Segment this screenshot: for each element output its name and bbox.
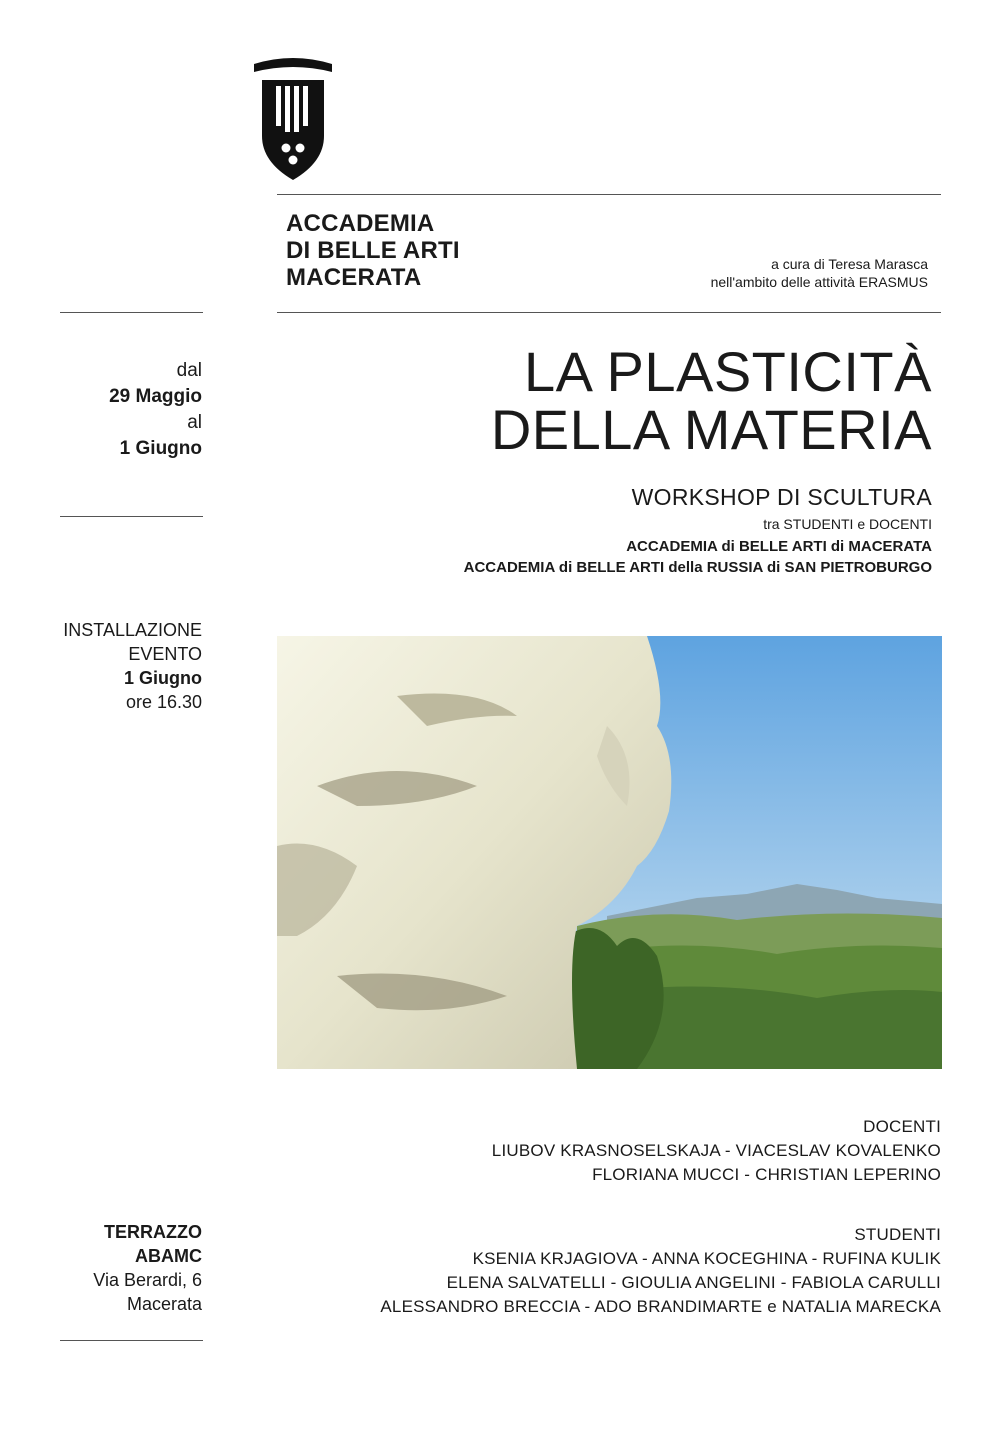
institution-macerata: ACCADEMIA di BELLE ARTI di MACERATA: [626, 538, 932, 555]
title-line-1: LA PLASTICITÀ: [524, 340, 932, 403]
left-rule-2: [60, 516, 203, 517]
curator-line: a cura di Teresa Marasca: [771, 256, 928, 272]
venue-address: Via Berardi, 6: [93, 1270, 202, 1290]
participants-note: tra STUDENTI e DOCENTI: [763, 516, 932, 532]
students-line: ELENA SALVATELLI - GIOULIA ANGELINI - FABIOLA CARULLI: [446, 1273, 941, 1292]
from-label: dal: [176, 360, 202, 381]
academy-name-line: DI BELLE ARTI: [286, 237, 460, 264]
erasmus-line: nell'ambito delle attività ERASMUS: [710, 274, 928, 290]
students-line: ALESSANDRO BRECCIA - ADO BRANDIMARTE e NATALIA MARECKA: [380, 1297, 941, 1316]
installation-label: INSTALLAZIONE: [63, 620, 202, 640]
teachers-line: LIUBOV KRASNOSELSKAJA - VIACESLAV KOVALENKO: [491, 1141, 941, 1160]
academy-logo: [252, 58, 334, 182]
students-line: KSENIA KRJAGIOVA - ANNA KOCEGHINA - RUFINA KULIK: [472, 1249, 941, 1268]
event-dates: [109, 358, 202, 462]
sculpture-landscape-photo: [277, 636, 942, 1069]
teachers-list: [492, 1115, 941, 1187]
students-list: [380, 1223, 941, 1319]
venue-name-2: ABAMC: [135, 1246, 202, 1266]
installation-info: [63, 618, 202, 714]
teachers-heading: DOCENTI: [863, 1117, 941, 1136]
students-heading: STUDENTI: [854, 1225, 941, 1244]
institution-san-pietroburgo: ACCADEMIA di BELLE ARTI della RUSSIA di SAN PIETROBURGO: [463, 559, 932, 576]
academy-name-line: ACCADEMIA: [286, 210, 435, 237]
venue-name: TERRAZZO: [104, 1222, 202, 1242]
header-rule-top: [277, 194, 941, 195]
left-rule-3: [60, 1340, 203, 1341]
venue-city: Macerata: [126, 1294, 202, 1314]
left-rule-1: [60, 312, 203, 313]
academy-name-line: MACERATA: [286, 264, 422, 291]
title-line-2: DELLA MATERIA: [490, 398, 932, 461]
end-date: 1 Giugno: [119, 438, 202, 459]
subtitle: WORKSHOP DI SCULTURA: [631, 484, 932, 510]
installation-date: 1 Giugno: [124, 668, 202, 688]
academy-name: [286, 210, 460, 291]
page-title: [490, 340, 932, 461]
start-date: 29 Maggio: [109, 386, 202, 407]
teachers-line: FLORIANA MUCCI - CHRISTIAN LEPERINO: [592, 1165, 941, 1184]
venue-info: [93, 1220, 202, 1316]
header-rule-bottom: [277, 312, 941, 313]
to-label: al: [187, 412, 202, 433]
curator-note: [711, 255, 928, 291]
event-label: EVENTO: [128, 644, 202, 664]
installation-time: ore 16.30: [125, 692, 202, 712]
